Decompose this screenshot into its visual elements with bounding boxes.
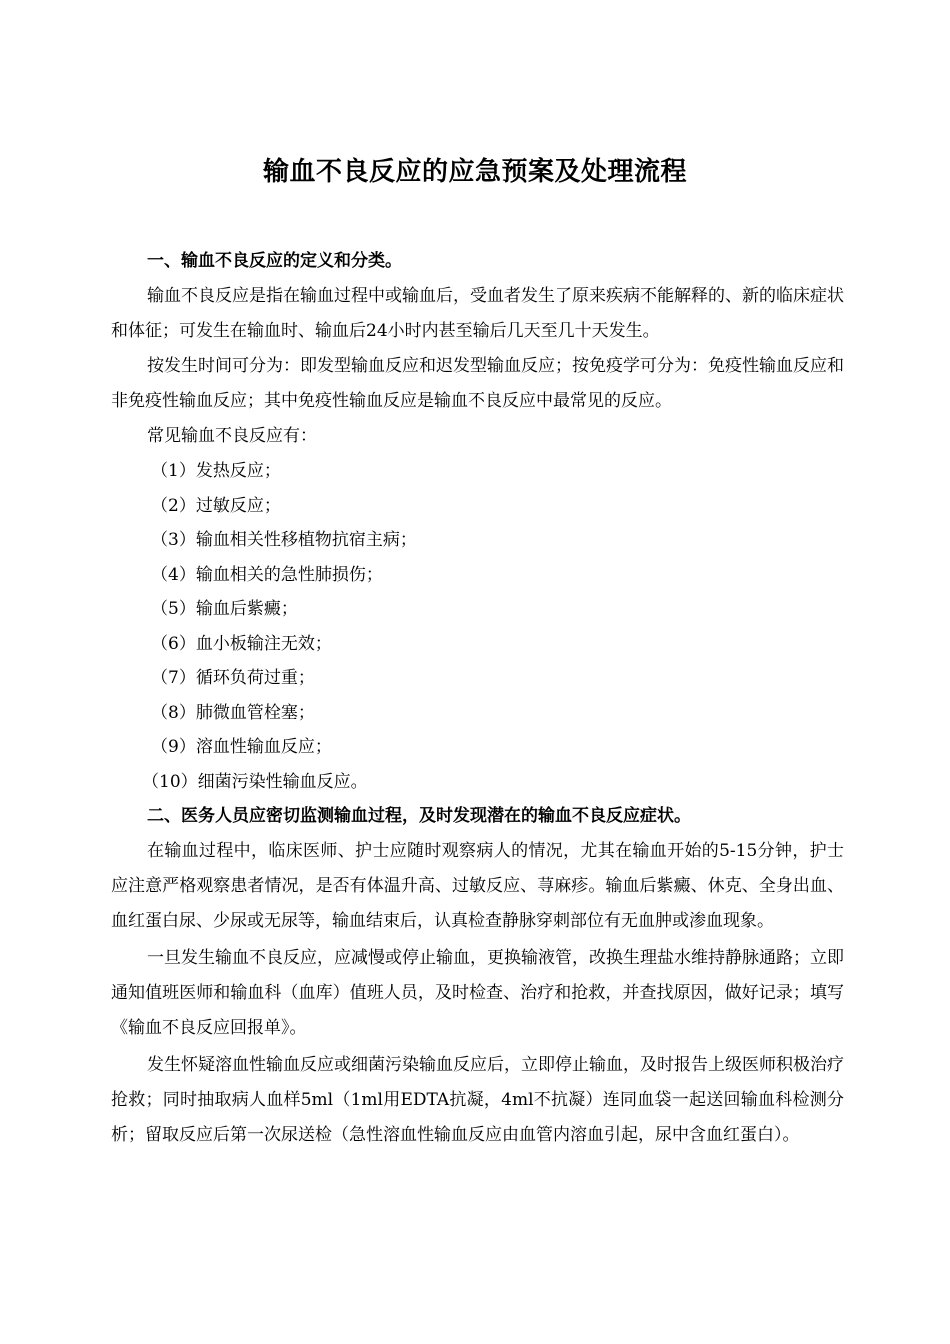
section1-heading: 一、输血不良反应的定义和分类。 [147, 251, 402, 271]
reaction-list-item: （6）血小板输注无效； [151, 633, 332, 654]
section2-paragraph: 一旦发生输血不良反应，应减慢或停止输血，更换输液管，改换生理盐水维持静脉通路；立即通知值班医师和输血科（血库）值班人员，及时检查、治疗和抢救，并查找原因，做好记录；填写《输血不良反应回报单》。 [111, 948, 844, 1038]
reaction-list-item: （1）发热反应； [151, 461, 281, 481]
section1-paragraph: 常见输血不良反应有： [147, 426, 317, 446]
reaction-list-item: （3）输血相关性移植物抗宿主病； [151, 530, 417, 550]
section1-paragraph: 输血不良反应是指在输血过程中或输血后，受血者发生了原来疾病不能解释的、新的临床症状和体征；可发生在输血时、输血后24小时内甚至输后几天至几十天发生。 [111, 286, 844, 341]
reaction-list-item: （4）输血相关的急性肺损伤； [151, 564, 383, 585]
reaction-list-item: （8）肺微血管栓塞； [151, 702, 315, 723]
document-title: 输血不良反应的应急预案及处理流程 [262, 157, 687, 187]
reaction-list-item: （9）溶血性输血反应； [151, 737, 332, 757]
section2-paragraph: 发生怀疑溶血性输血反应或细菌污染输血反应后，立即停止输血，及时报告上级医师积极治疗抢救；同时抽取病人血样5ml（1ml用EDTA抗凝，4ml不抗凝）连同血袋一起送回输血科检测分析；留取反应后第一次尿送检（急性溶血性输血反应由血管内溶血引起，尿中含血红蛋白）。 [111, 1055, 844, 1145]
reaction-list-item: （5）输血后紫癜； [151, 599, 298, 619]
reaction-list-item: （7）循环负荷过重； [151, 668, 315, 688]
document-body [111, 244, 844, 1153]
section2-heading: 二、医务人员应密切监测输血过程，及时发现潜在的输血不良反应症状。 [147, 806, 691, 826]
section2-paragraph: 在输血过程中，临床医师、护士应随时观察病人的情况，尤其在输血开始的5-15分钟，护士应注意严格观察患者情况，是否有体温升高、过敏反应、荨麻疹。输血后紫癜、休克、全身出血、血红蛋白尿、少尿或无尿等，输血结束后，认真检查静脉穿刺部位有无血肿或渗血现象。 [111, 841, 844, 931]
section1-paragraph: 按发生时间可分为：即发型输血反应和迟发型输血反应；按免疫学可分为：免疫性输血反应和非免疫性输血反应；其中免疫性输血反应是输血不良反应中最常见的反应。 [111, 356, 844, 411]
reaction-list-item: （2）过敏反应； [151, 495, 281, 516]
reaction-list-item: （10）细菌污染性输血反应。 [142, 771, 368, 792]
